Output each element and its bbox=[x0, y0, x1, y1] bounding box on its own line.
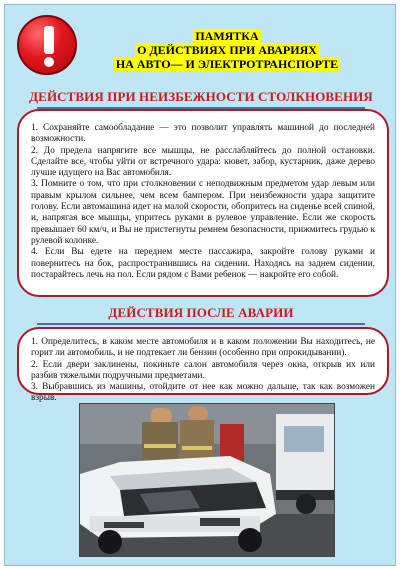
accident-photo-illustration bbox=[80, 404, 335, 557]
title-line-3: НА АВТО— И ЭЛЕКТРОТРАНСПОРТЕ bbox=[115, 57, 339, 71]
title-line-1: ПАМЯТКА bbox=[195, 29, 259, 43]
section1-item-2: 2. До предела напрягите все мышцы, не расслабляйтесь до полной остановки. Сделайте все, чтобы уйти от встречного удара: кювет, забор, кустарник, даже дерево лучше идущего на Вас автомобиля. bbox=[31, 145, 375, 179]
section2-card bbox=[17, 327, 389, 404]
section2-item-3: 3. Выбравшись из машины, отойдите от нее как можно дальше, так как возможен взрыв. bbox=[31, 382, 375, 404]
section1-heading: ДЕЙСТВИЯ ПРИ НЕИЗБЕЖНОСТИ СТОЛКНОВЕНИЯ bbox=[29, 89, 373, 104]
section2-item-2: 2. Если двери заклинены, покиньте салон автомобиля через окна, открыв их или разбив тяжелыми подручными предметами. bbox=[31, 359, 375, 381]
section2-heading-underline bbox=[37, 323, 365, 325]
section1-item-3: 3. Помните о том, что при столкновении с неподвижным предметом удар левым или правым крылом сильнее, чем всем бампером. При неизбежности удара защитите голову. Если автомашина идет на малой скорости, обопритесь на сиденье всей спиной, и, напрягая все мышцы, упритесь руками в рулевое управление. Если же скорость превышает 60 км/ч, и Вы не пристегнуты ремнем безопасности, прижмитесь грудью к рулевой колонке. bbox=[31, 179, 375, 246]
section1-item-4: 4. Если Вы едете на переднем месте пассажира, закройте голову руками и повернитесь на бок, распространившись на сидении. Находясь на заднем сидении, постарайтесь лечь на пол. Если рядом с Вами ребенок — накройте его собой. bbox=[31, 247, 375, 280]
alert-icon-bar bbox=[44, 26, 54, 54]
memo-title bbox=[97, 29, 357, 71]
section2-heading: ДЕЙСТВИЯ ПОСЛЕ АВАРИИ bbox=[108, 305, 294, 320]
section2-item-1: 1. Определитесь, в каком месте автомобиля и в каком положении Вы находитесь, не горит ли автомобиль, и не подтекает ли бензин (особенно при опрокидывании). bbox=[31, 337, 375, 359]
title-line-2: О ДЕЙСТВИЯХ ПРИ АВАРИЯХ bbox=[137, 43, 317, 57]
section1-card bbox=[17, 109, 389, 297]
exclamation-alert-icon bbox=[17, 15, 77, 75]
section1-item-1: 1. Сохраняйте самообладание — это позволит управлять машиной до последней возможности. bbox=[31, 123, 375, 145]
memo-page bbox=[4, 4, 396, 566]
alert-icon-dot bbox=[44, 57, 54, 67]
accident-photo bbox=[79, 403, 335, 557]
